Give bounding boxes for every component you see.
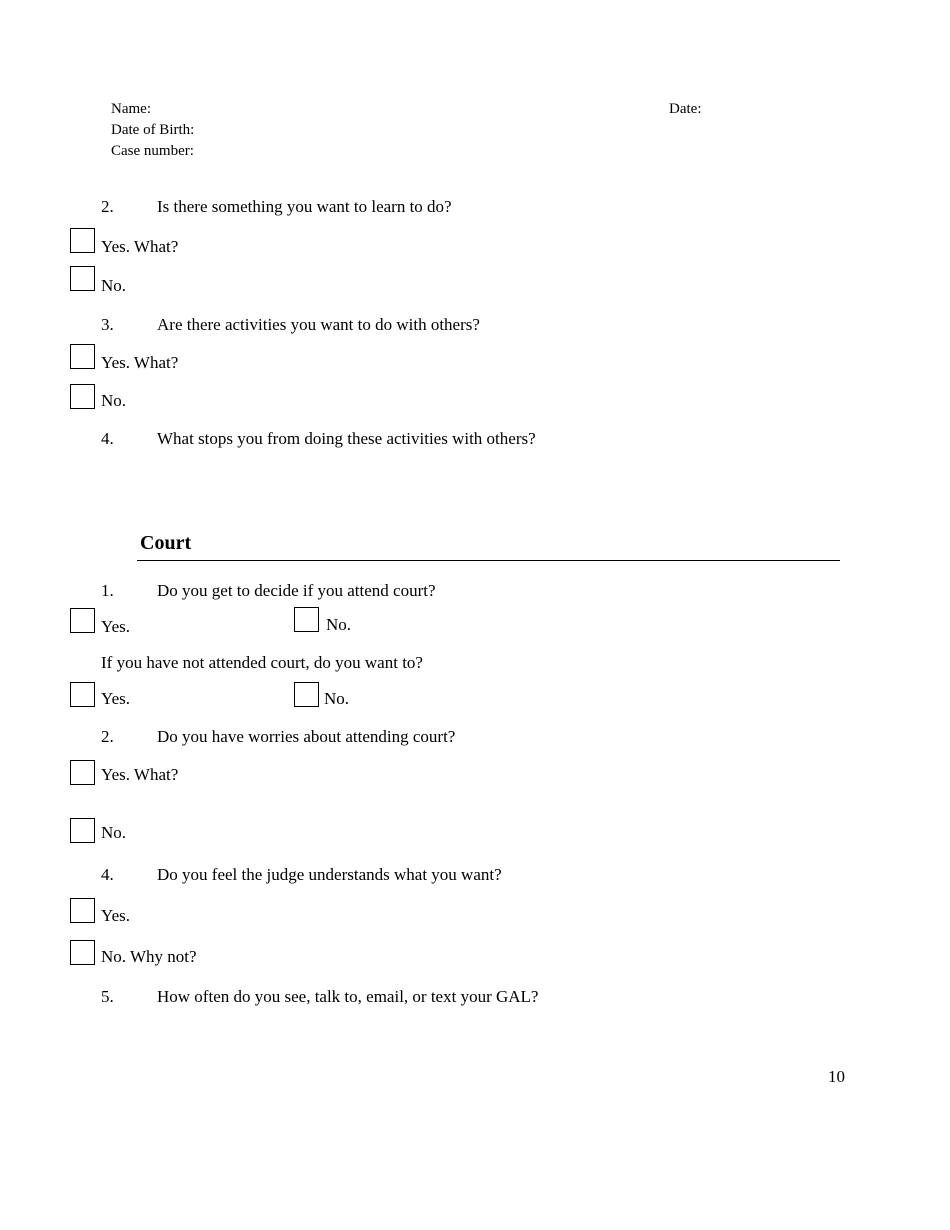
case-number-label: Case number: xyxy=(111,143,194,159)
question-number: 5. xyxy=(101,987,114,1006)
question-text: Is there something you want to learn to do? xyxy=(157,197,452,216)
question-number: 2. xyxy=(101,727,114,746)
checkbox-no[interactable] xyxy=(294,607,319,632)
question-text: Do you get to decide if you attend court? xyxy=(157,581,436,600)
question-text: If you have not attended court, do you want to? xyxy=(101,653,423,672)
option-label: No. xyxy=(326,615,352,634)
option-label: No. Why not? xyxy=(101,947,197,966)
name-label: Name: xyxy=(111,101,151,117)
question-number: 3. xyxy=(101,315,114,334)
option-label: No. xyxy=(324,689,350,708)
checkbox-yes[interactable] xyxy=(70,682,95,707)
option-label: Yes. xyxy=(101,689,130,708)
option-label: Yes. xyxy=(101,906,130,925)
checkbox-no[interactable] xyxy=(294,682,319,707)
option-label: Yes. What? xyxy=(101,765,179,784)
option-label: Yes. What? xyxy=(101,353,179,372)
section-rule xyxy=(137,560,840,561)
question-number: 2. xyxy=(101,197,114,216)
checkbox-no[interactable] xyxy=(70,818,95,843)
checkbox-yes[interactable] xyxy=(70,898,95,923)
option-label: No. xyxy=(101,823,127,842)
question-text: Are there activities you want to do with others? xyxy=(157,315,480,334)
question-text: What stops you from doing these activities with others? xyxy=(157,429,536,448)
checkbox-no[interactable] xyxy=(70,384,95,409)
question-text: Do you have worries about attending court? xyxy=(157,727,456,746)
checkbox-yes[interactable] xyxy=(70,344,95,369)
checkbox-no[interactable] xyxy=(70,266,95,291)
checkbox-yes[interactable] xyxy=(70,760,95,785)
date-label: Date: xyxy=(669,101,702,117)
question-number: 4. xyxy=(101,429,114,448)
checkbox-yes[interactable] xyxy=(70,228,95,253)
question-text: How often do you see, talk to, email, or text your GAL? xyxy=(157,987,539,1006)
checkbox-no[interactable] xyxy=(70,940,95,965)
question-text: Do you feel the judge understands what you want? xyxy=(157,865,502,884)
option-label: Yes. xyxy=(101,617,130,636)
section-heading-court: Court xyxy=(140,532,192,554)
option-label: Yes. What? xyxy=(101,237,179,256)
dob-label: Date of Birth: xyxy=(111,122,195,138)
page-number: 10 xyxy=(828,1067,845,1086)
question-number: 4. xyxy=(101,865,114,884)
option-label: No. xyxy=(101,276,127,295)
checkbox-yes[interactable] xyxy=(70,608,95,633)
option-label: No. xyxy=(101,391,127,410)
question-number: 1. xyxy=(101,581,114,600)
